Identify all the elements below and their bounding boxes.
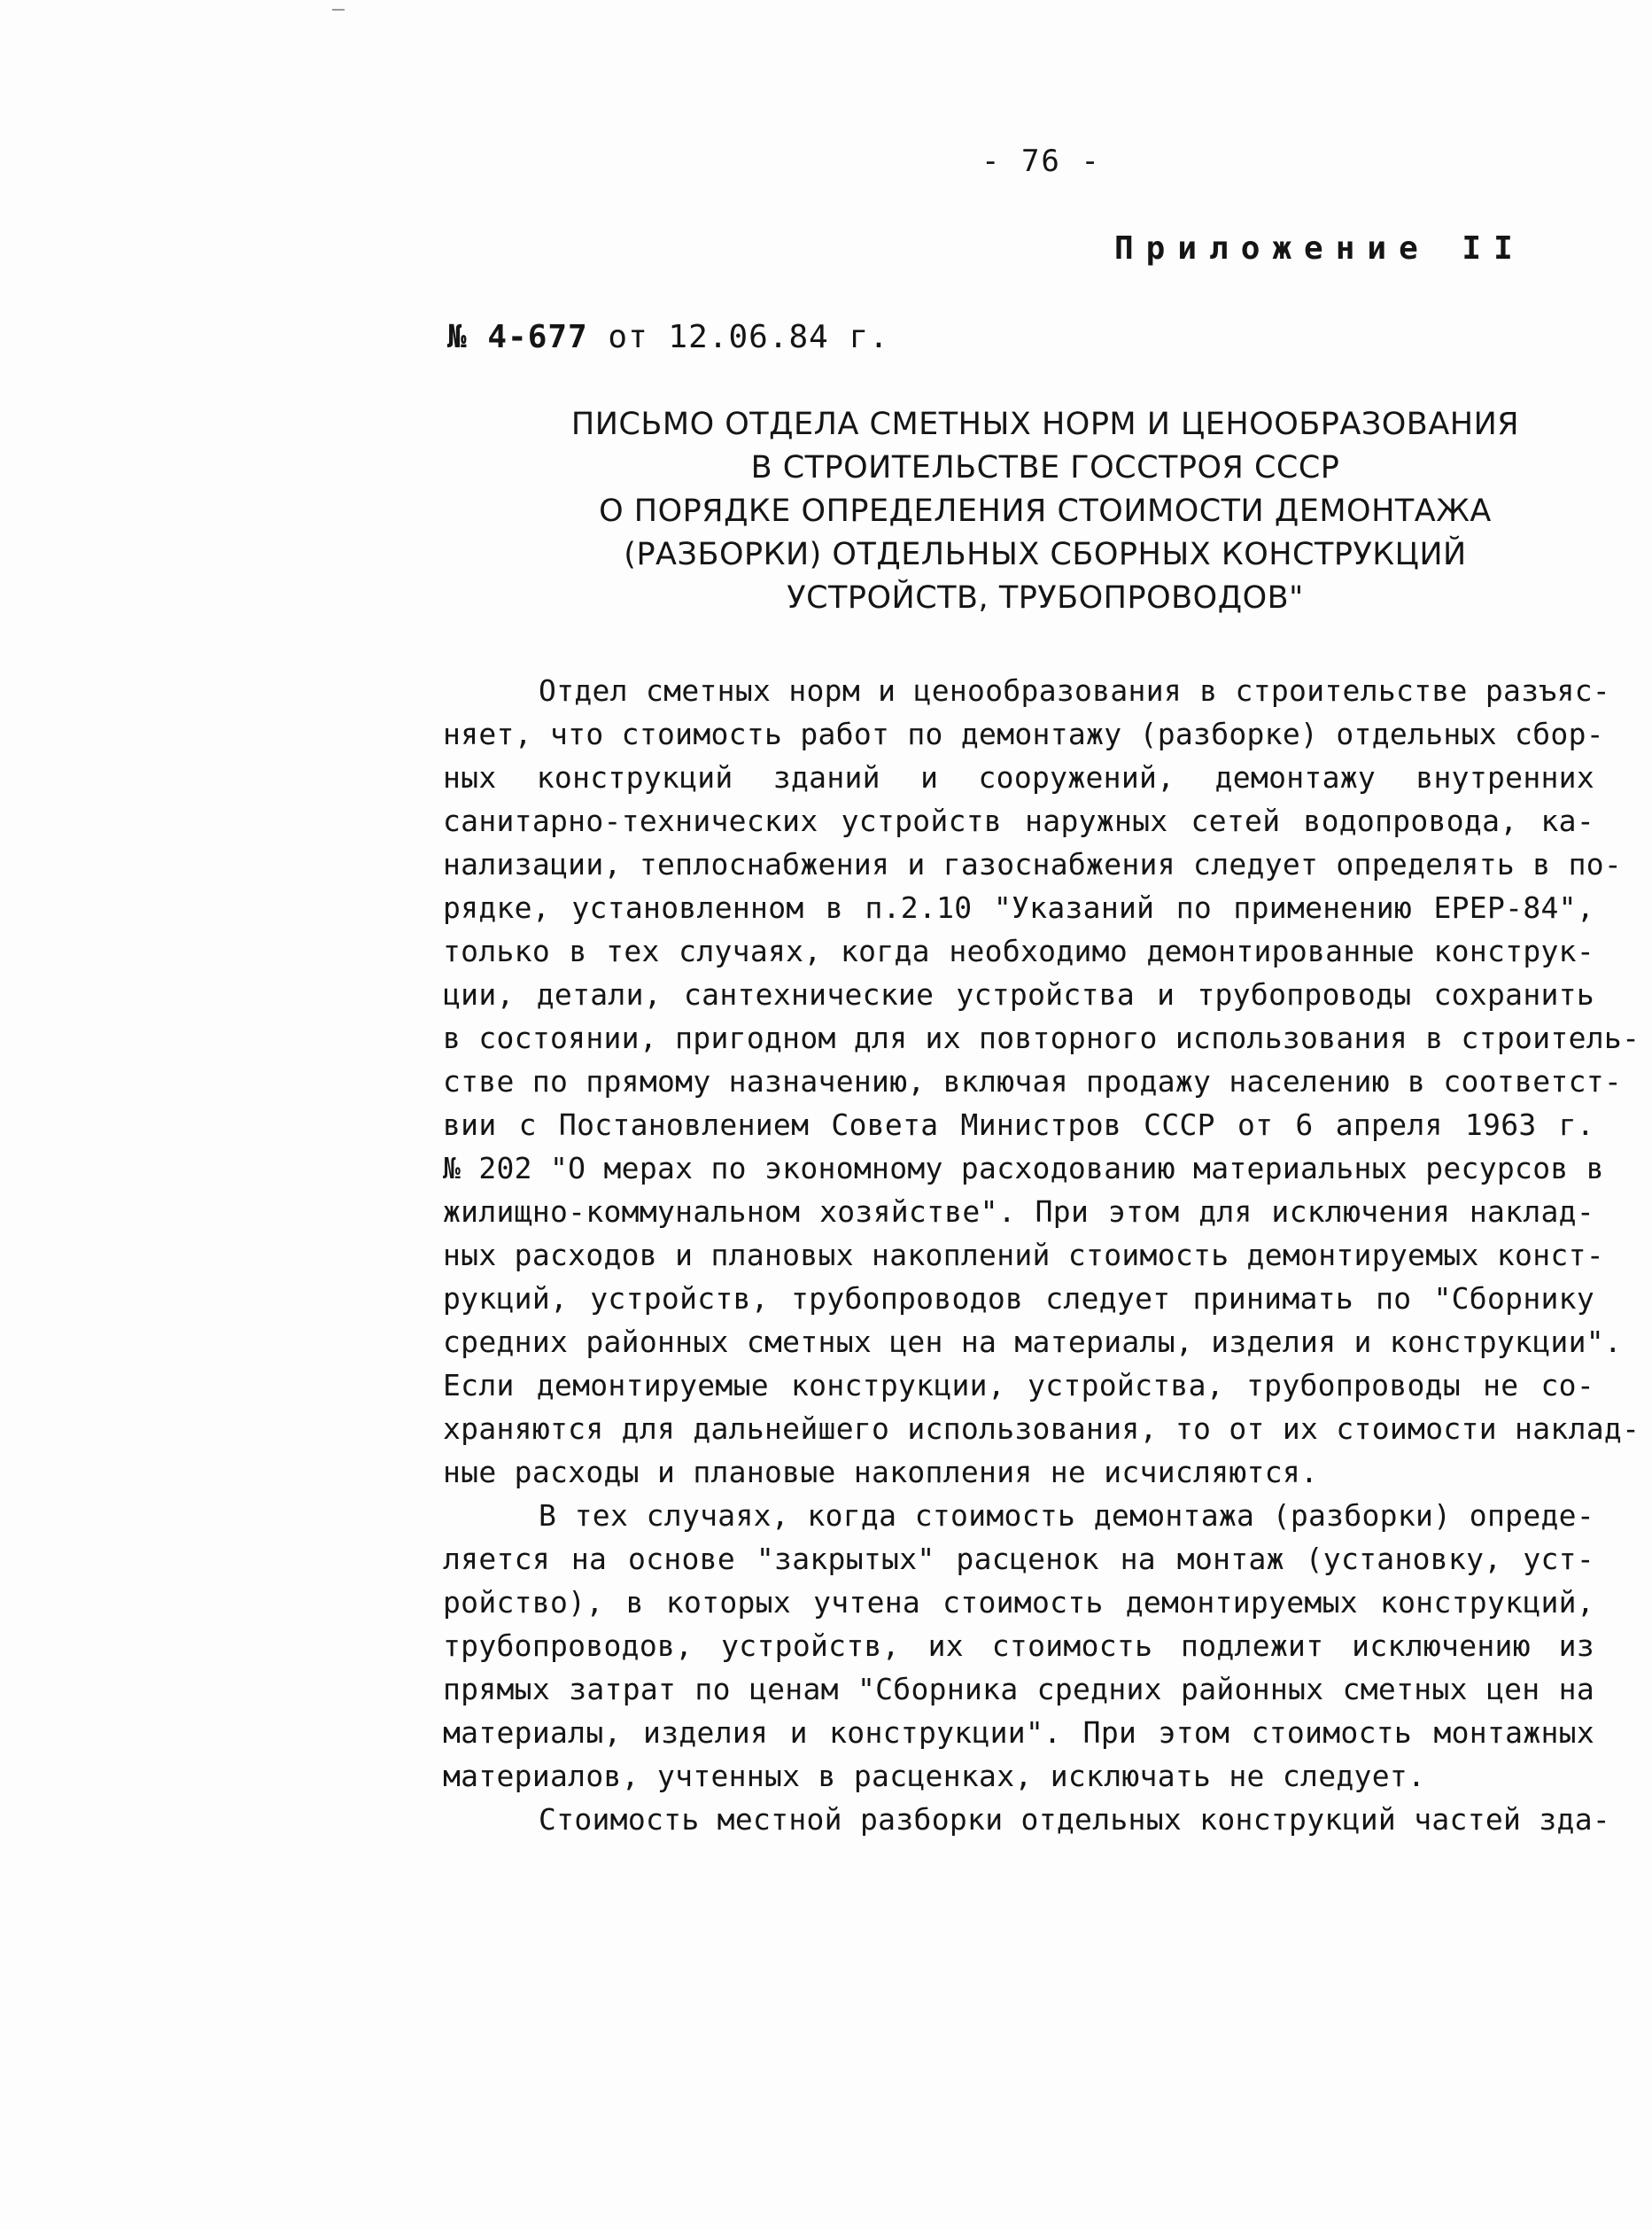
paragraph-1-line: средних районных сметных цен на материалы, изделия и конструкции". <box>443 1325 1623 1359</box>
paragraph-1-line: рядке, установленном в п.2.10 "Указаний по применению ЕРЕР-84", <box>443 890 1594 925</box>
paragraph-1-line: храняются для дальнейшего использования, то от их стоимости наклад- <box>443 1411 1640 1446</box>
paragraph-1-line: только в тех случаях, когда необходимо демонтированные конструк- <box>443 934 1594 968</box>
letter-heading <box>496 403 1594 620</box>
letter-body <box>443 669 1640 1841</box>
paragraph-3-line: Стоимость местной разборки отдельных конструкций частей зда- <box>539 1802 1611 1837</box>
heading-line: УСТРОЙСТВ, ТРУБОПРОВОДОВ" <box>787 580 1304 616</box>
document-reference <box>447 319 889 355</box>
paragraph-1-line: Отдел сметных норм и ценообразования в строительстве разъяс- <box>539 673 1611 708</box>
paragraph-1-line: в состоянии, пригодном для их повторного использования в строитель- <box>443 1021 1640 1055</box>
paragraph-1-line: ных конструкций зданий и сооружений, демонтажу внутренних <box>443 760 1594 795</box>
paragraph-2-line: материалов, учтенных в расценках, исключать не следует. <box>443 1759 1426 1793</box>
paragraph-2-line: В тех случаях, когда стоимость демонтажа (разборки) опреде- <box>539 1498 1594 1533</box>
paragraph-1-line: ные расходы и плановые накопления не исчисляются. <box>443 1455 1319 1489</box>
paragraph-1-line: нализации, теплоснабжения и газоснабжения следует определять в по- <box>443 847 1623 882</box>
paragraph-1-line: ции, детали, сантехнические устройства и трубопроводы сохранить <box>443 977 1594 1012</box>
paragraph-1-line: санитарно-технических устройств наружных сетей водопровода, ка- <box>443 804 1594 838</box>
heading-line: В СТРОИТЕЛЬСТВЕ ГОССТРОЯ СССР <box>750 450 1340 486</box>
appendix-label: Приложение II <box>1114 230 1525 267</box>
paragraph-1-line: № 202 "О мерах по экономному расходованию материальных ресурсов в <box>443 1151 1604 1185</box>
paragraph-1-line: рукций, устройств, трубопроводов следует принимать по "Сборнику <box>443 1281 1594 1316</box>
paragraph-2-line: прямых затрат по ценам "Сборника средних районных сметных цен на <box>443 1672 1594 1706</box>
heading-line: О ПОРЯДКЕ ОПРЕДЕЛЕНИЯ СТОИМОСТИ ДЕМОНТАЖА <box>599 493 1492 529</box>
paragraph-1-line: Если демонтируемые конструкции, устройства, трубопроводы не со- <box>443 1368 1594 1402</box>
heading-line: (РАЗБОРКИ) ОТДЕЛЬНЫХ СБОРНЫХ КОНСТРУКЦИЙ <box>624 537 1467 572</box>
paragraph-1-line: вии с Постановлением Совета Министров СССР от 6 апреля 1963 г. <box>443 1107 1594 1142</box>
paragraph-2-line: трубопроводов, устройств, их стоимость подлежит исключению из <box>443 1628 1594 1663</box>
paragraph-1-line: стве по прямому назначению, включая продажу населению в соответст- <box>443 1064 1623 1099</box>
document-number: № 4-677 <box>447 319 588 355</box>
paragraph-2-line: ройство), в которых учтена стоимость демонтируемых конструкций, <box>443 1585 1594 1620</box>
heading-line: ПИСЬМО ОТДЕЛА СМЕТНЫХ НОРМ И ЦЕНООБРАЗОВАНИЯ <box>570 407 1520 442</box>
paragraph-1-line: ных расходов и плановых накоплений стоимость демонтируемых конст- <box>443 1238 1604 1272</box>
paragraph-2-line: ляется на основе "закрытых" расценок на монтаж (установку, уст- <box>443 1542 1594 1576</box>
paragraph-2-line: материалы, изделия и конструкции". При этом стоимость монтажных <box>443 1715 1594 1750</box>
page-number: - 76 - <box>981 144 1101 179</box>
paragraph-1-line: жилищно-коммунальном хозяйстве". При этом для исключения наклад- <box>443 1194 1594 1229</box>
document-date: от 12.06.84 г. <box>608 319 889 355</box>
scan-mark <box>332 9 345 11</box>
paragraph-1-line: няет, что стоимость работ по демонтажу (разборке) отдельных сбор- <box>443 717 1604 751</box>
